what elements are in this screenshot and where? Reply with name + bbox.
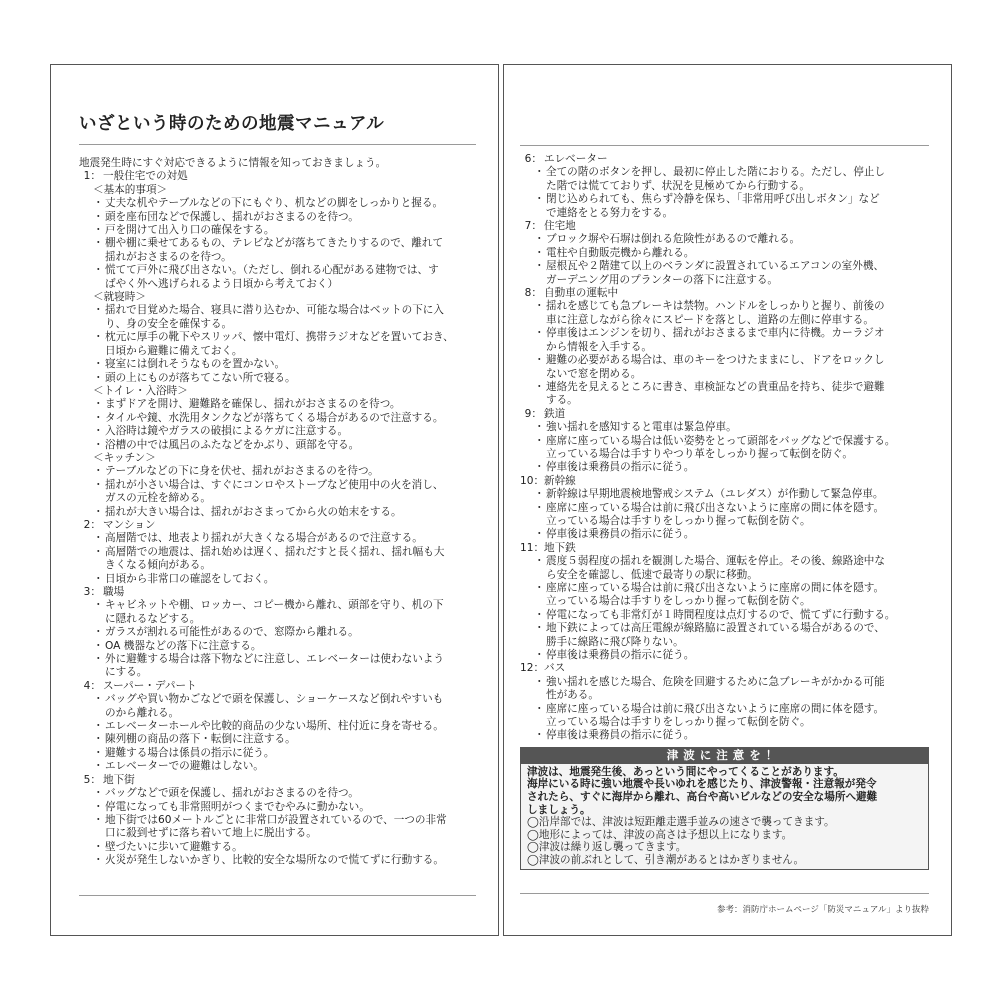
tsunami-body: [520, 764, 929, 870]
list-item: [79, 747, 476, 760]
list-item: [79, 733, 476, 746]
section-name: 地下鉄: [544, 541, 576, 554]
bullet-mark: ・: [93, 398, 104, 411]
list-item: [79, 425, 476, 438]
list-item-continuation: 揺れがおさまるのを待つ。: [105, 250, 232, 263]
list-item: [79, 237, 476, 250]
bullet-mark: ・: [93, 733, 104, 746]
section-name: バス: [544, 662, 566, 675]
section-heading: [79, 586, 476, 599]
list-item: [79, 224, 476, 237]
section-number: 2：: [83, 518, 101, 531]
right-page: [503, 64, 952, 936]
right-bottom-rule: [520, 893, 929, 894]
list-item-text: 閉じ込められても、焦らず冷静を保ち、「非常用呼び出しボタン」など: [546, 193, 880, 206]
list-item: [520, 260, 929, 273]
list-item: [79, 841, 476, 854]
tsunami-heading: 津波に注意を！: [520, 747, 929, 764]
section-heading: [520, 153, 929, 166]
bullet-mark: ・: [93, 264, 104, 277]
list-item-text: 連絡先を見えるところに書き、車検証などの貴重品を持ち、徒歩で避難: [546, 380, 885, 393]
bullet-mark: ・: [534, 461, 545, 474]
list-item-text: 屋根瓦や２階建て以上のベランダに設置されているエアコンの室外機、: [546, 260, 885, 273]
bullet-mark: ・: [93, 237, 104, 250]
list-item-text: 火災が発生しないかぎり、比較的安全な場所なので慌てずに行動する。: [105, 854, 444, 867]
list-item-text: 揺れが小さい場合は、すぐにコンロやストーブなど使用中の火を消し、: [105, 478, 444, 491]
section-number: 11：: [520, 541, 545, 554]
bullet-mark: ・: [93, 787, 104, 800]
list-item: [520, 166, 929, 179]
list-item: [79, 626, 476, 639]
section-name: エレベーター: [544, 153, 608, 165]
list-item-continuation: 性がある。: [546, 689, 599, 702]
bullet-mark: ・: [534, 233, 545, 246]
list-item-text: 座席に座っている場合は前に飛び出さないように座席の間に体を隠す。: [546, 582, 885, 594]
bullet-mark: ・: [534, 649, 545, 662]
section-name: 自動車の運転中: [544, 287, 619, 300]
list-item: [520, 528, 929, 541]
list-item-continuation: 立っている場合は手すりをしっかり握って転倒を防ぐ。: [546, 595, 811, 608]
bullet-mark: ・: [93, 854, 104, 867]
bullet-mark: ・: [93, 545, 104, 558]
list-item-text: エレベーターホールや比較的商品の少ない場所、柱付近に身を寄せる。: [105, 720, 444, 733]
list-item: [520, 622, 929, 635]
list-item-text: 停車後は乗務員の指示に従う。: [546, 461, 695, 474]
list-item-continuation: ら安全を確認し、低速で最寄りの駅に移動。: [546, 568, 758, 581]
list-item-text: 新幹線は早期地震検地警戒システム（ユレダス）が作動して緊急停車。: [546, 488, 884, 501]
left-section-list: [79, 170, 476, 867]
bullet-mark: ・: [534, 327, 545, 340]
list-item: [79, 479, 476, 492]
list-item: [79, 532, 476, 545]
list-item-text: 壁づたいに歩いて避難する。: [105, 840, 243, 853]
list-item-text: まずドアを開け、避難路を確保し、揺れがおさまるのを待つ。: [105, 398, 401, 411]
list-item: [79, 304, 476, 317]
list-item: [520, 247, 929, 260]
list-item-text: 浴槽の中では風呂のふたなどをかぶり、頭部を守る。: [105, 438, 360, 451]
bullet-mark: ・: [93, 371, 104, 384]
list-item-continuation: ガーデニング用のプランターの落下に注意する。: [546, 273, 779, 286]
list-item: [79, 211, 476, 224]
list-item: [520, 381, 929, 394]
section-name: 住宅地: [544, 220, 576, 233]
section-heading: [520, 287, 929, 300]
list-item-continuation: 立っている場合は手すりやつり革をしっかり握って転倒を防ぐ。: [546, 447, 854, 460]
list-item-text: 座席に座っている場合は前に飛び出さないように座席の間に体を隠す。: [546, 702, 885, 715]
list-item: [79, 358, 476, 371]
list-item-continuation: 口に殺到せずに落ち着いて地上に脱出する。: [105, 827, 317, 840]
list-item: [79, 854, 476, 867]
bullet-mark: ・: [93, 425, 104, 438]
section-number: 1：: [83, 170, 101, 183]
list-item-text: 枕元に厚手の靴下やスリッパ、懐中電灯、携帯ラジオなどを置いておき、: [105, 331, 454, 344]
list-item-continuation: にする。: [105, 666, 148, 679]
bullet-mark: ・: [534, 582, 545, 594]
section-number: 8：: [524, 287, 542, 300]
list-item: [520, 649, 929, 662]
list-item-text: 停車後は乗務員の指示に従う。: [546, 649, 695, 662]
section-number: 7：: [524, 220, 542, 233]
bullet-mark: ・: [93, 693, 104, 706]
section-number: 4：: [83, 679, 101, 692]
list-item-text: 入浴時は鏡やガラスの破損によるケガに注意する。: [105, 425, 349, 438]
list-item-text: 丈夫な机やテーブルなどの下にもぐり、机などの脚をしっかりと握る。: [105, 197, 444, 210]
bullet-mark: ・: [93, 478, 104, 491]
right-section-list: [520, 153, 929, 743]
list-item: [520, 461, 929, 474]
list-item-text: 避難の必要がある場合は、車のキーをつけたままにし、ドアをロックし: [546, 354, 885, 367]
list-item: [520, 421, 929, 434]
subsection-heading: ＜キッチン＞: [93, 451, 156, 464]
list-item-text: 停車後は乗務員の指示に従う。: [546, 729, 695, 742]
list-item-continuation: 勝手に線路に飛び降りない。: [546, 635, 684, 648]
page-title: いざという時のための地震マニュアル: [79, 113, 476, 145]
bullet-mark: ・: [534, 702, 545, 715]
bullet-mark: ・: [93, 532, 104, 545]
bullet-mark: ・: [534, 488, 545, 501]
list-item-text: 震度５弱程度の揺れを観測した場合、運転を停止。その後、線路途中な: [546, 555, 885, 568]
list-item: [79, 599, 476, 612]
tsunami-warning-line: しましょう。: [527, 803, 591, 816]
bullet-mark: ・: [534, 246, 545, 259]
list-item: [79, 506, 476, 519]
list-item-continuation: 立っている場合は手すりをしっかり握って転倒を防ぐ。: [546, 716, 811, 729]
list-item: [79, 546, 476, 559]
list-item: [520, 729, 929, 742]
list-item: [520, 502, 929, 515]
list-item-continuation: 車に注意しながら徐々にスピードを落とし、道路の左側に停車する。: [546, 313, 874, 326]
list-item: [79, 573, 476, 586]
bullet-mark: ・: [93, 720, 104, 733]
bullet-mark: ・: [534, 354, 545, 367]
list-item: [79, 787, 476, 800]
bullet-mark: ・: [534, 166, 545, 179]
list-item-text: 停車後はエンジンを切り、揺れがおさまるまで車内に待機。カーラジオ: [546, 327, 885, 340]
list-item-continuation: ばやく外へ逃げられるよう日頃から考えておく）: [105, 277, 339, 290]
tsunami-warning-line: されたら、すぐに海岸から離れ、高台や高いビルなどの安全な場所へ避難: [527, 791, 878, 804]
bullet-mark: ・: [93, 639, 104, 652]
list-item: [520, 193, 929, 206]
list-item-text: 地下鉄によっては高圧電線が線路脇に設置されている場合があるので、: [546, 622, 885, 635]
list-item-text: 外に避難する場合は落下物などに注意し、エレベーターは使わないよう: [105, 653, 444, 666]
list-item-text: 停電になっても非常照明がつくまでむやみに動かない。: [105, 800, 370, 813]
section-heading: [79, 774, 476, 787]
bullet-mark: ・: [93, 411, 104, 424]
section-name: 鉄道: [544, 407, 566, 420]
left-bottom-rule: [79, 895, 476, 896]
section-number: 5：: [83, 773, 101, 786]
section-name: スーパー・デパート: [103, 679, 197, 692]
list-item-continuation: ガスの元栓を締める。: [105, 492, 211, 505]
bullet-mark: ・: [93, 358, 104, 371]
list-item: [79, 372, 476, 385]
list-item: [520, 233, 929, 246]
right-page-content: [520, 153, 929, 870]
list-item: [520, 354, 929, 367]
source-note: 参考：消防庁ホームページ「防災マニュアル」より抜粋: [717, 905, 929, 915]
list-item: [79, 801, 476, 814]
list-item-continuation: に隠れるなどする。: [105, 612, 201, 625]
list-item-text: 高層階での地震は、揺れ始めは遅く、揺れだすと長く揺れ、揺れ幅も大: [105, 545, 445, 558]
section-number: 3：: [83, 586, 101, 598]
subsection-heading: ＜基本的事項＞: [93, 183, 168, 196]
bullet-mark: ・: [93, 465, 104, 478]
list-item-text: 地下街では60メートルごとに非常口が設置されているので、一つの非常: [105, 813, 447, 826]
list-item-continuation: ないで窓を閉める。: [546, 367, 642, 380]
list-item: [79, 760, 476, 773]
list-item-text: OA 機器などの落下に注意する。: [105, 639, 262, 652]
list-item-text: 頭を座布団などで保護し、揺れがおさまるのを待つ。: [105, 210, 359, 223]
bullet-mark: ・: [93, 210, 104, 223]
section-name: マンション: [103, 518, 156, 531]
list-item-text: 座席に座っている場合は前に飛び出さないように座席の間に体を隠す。: [546, 501, 885, 514]
list-item-text: バッグや買い物かごなどで頭を保護し、ショーケースなど倒れやすいも: [105, 693, 444, 706]
list-item-text: バッグなどで頭を保護し、揺れがおさまるのを待つ。: [105, 787, 359, 800]
bullet-mark: ・: [534, 501, 545, 514]
list-item: [79, 412, 476, 425]
tsunami-warning-line: 津波は、地震発生後、あっという間にやってくることがあります。: [527, 765, 844, 778]
list-item-text: ブロック塀や石塀は倒れる危険性があるので離れる。: [546, 233, 801, 246]
list-item-text: 避難する場合は係員の指示に従う。: [105, 746, 275, 759]
bullet-mark: ・: [534, 528, 545, 541]
tsunami-warning-line: 海岸にいる時に強い地震や長いゆれを感じたり、津波警報・注意報が発令: [527, 778, 877, 791]
bullet-mark: ・: [534, 675, 545, 688]
right-top-rule: [520, 145, 929, 146]
bullet-mark: ・: [93, 653, 104, 666]
list-item: [79, 465, 476, 478]
tsunami-point: ◯沿岸部では、津波は短距離走選手並みの速さで襲ってきます。: [527, 816, 835, 829]
list-item-text: 停電になっても非常灯が１時間程度は点灯するので、慌てずに行動する。: [546, 608, 896, 621]
bullet-mark: ・: [534, 193, 545, 206]
list-item: [79, 331, 476, 344]
list-item-text: 強い揺れを感知すると電車は緊急停車。: [546, 421, 737, 434]
bullet-mark: ・: [534, 421, 545, 434]
list-item: [79, 439, 476, 452]
list-item-text: 日頃から非常口の確認をしておく。: [105, 572, 275, 585]
list-item-continuation: から情報を入手する。: [546, 340, 652, 353]
list-item-text: 揺れを感じても急ブレーキは禁物。ハンドルをしっかりと握り、前後の: [546, 300, 885, 313]
list-item-text: 陳列棚の商品の落下・転倒に注意する。: [105, 733, 296, 746]
bullet-mark: ・: [93, 840, 104, 853]
subsection-heading: ＜就寝時＞: [93, 291, 146, 304]
list-item: [520, 488, 929, 501]
list-item-continuation: 立っている場合は手すりをしっかり握って転倒を防ぐ。: [546, 514, 811, 527]
bullet-mark: ・: [93, 438, 104, 451]
list-item: [520, 582, 929, 595]
intro-text: 地震発生時にすぐ対応できるように情報を知っておきましょう。: [79, 157, 387, 169]
bullet-mark: ・: [93, 813, 104, 826]
list-item: [520, 327, 929, 340]
list-item-continuation: た階では慌てておりず、状況を見極めてから行動する。: [546, 179, 810, 192]
bullet-mark: ・: [534, 622, 545, 635]
list-item-text: 頭の上にものが落ちてこない所で寝る。: [105, 371, 296, 384]
list-item: [520, 435, 929, 448]
bullet-mark: ・: [93, 197, 104, 210]
section-number: 10：: [520, 474, 545, 487]
list-item-text: 座席に座っている場合は低い姿勢をとって頭部をバッグなどで保護する。: [546, 434, 896, 447]
list-item: [79, 398, 476, 411]
bullet-mark: ・: [93, 746, 104, 759]
section-heading: [79, 519, 476, 532]
section-number: 6：: [524, 153, 542, 165]
list-item: [79, 640, 476, 653]
list-item: [520, 555, 929, 568]
bullet-mark: ・: [93, 304, 104, 317]
bullet-mark: ・: [534, 608, 545, 621]
section-heading: [520, 475, 929, 488]
list-item: [520, 609, 929, 622]
section-name: 地下街: [103, 773, 135, 786]
subsection-heading: ＜トイレ・入浴時＞: [93, 384, 188, 397]
list-item-text: 停車後は乗務員の指示に従う。: [546, 528, 695, 541]
section-heading: [79, 680, 476, 693]
bullet-mark: ・: [93, 505, 104, 518]
bullet-mark: ・: [93, 760, 104, 773]
list-item: [79, 264, 476, 277]
list-item-text: 寝室には倒れそうなものを置かない。: [105, 358, 286, 371]
list-item-text: タイルや鏡、水洗用タンクなどが落ちてくる場合があるので注意する。: [105, 411, 444, 424]
list-item-continuation: のから離れる。: [105, 706, 180, 719]
list-item-continuation: 日頃から避難に備えておく。: [105, 344, 243, 357]
section-name: 一般住宅での対処: [103, 170, 188, 183]
list-item-continuation: で連絡をとる努力をする。: [546, 206, 674, 219]
list-item: [79, 197, 476, 210]
list-item-text: 揺れが大きい場合は、揺れがおさまってから火の始末をする。: [105, 505, 402, 518]
list-item-text: テーブルなどの下に身を伏せ、揺れがおさまるのを待つ。: [105, 465, 379, 478]
tsunami-point: ◯津波の前ぶれとして、引き潮があるとはかぎりません。: [527, 854, 805, 867]
section-number: 12：: [520, 662, 545, 675]
list-item-text: 戸を開けて出入り口の確保をする。: [105, 224, 275, 237]
tsunami-notice-box: [520, 747, 929, 870]
list-item: [79, 720, 476, 733]
list-item-text: ガラスが割れる可能性があるので、窓際から離れる。: [105, 626, 359, 639]
list-item-text: 強い揺れを感じた場合、危険を回避するために急ブレーキがかかる可能: [546, 675, 885, 688]
bullet-mark: ・: [534, 434, 545, 447]
bullet-mark: ・: [534, 300, 545, 313]
tsunami-point: ◯地形によっては、津波の高さは予想以上になります。: [527, 828, 793, 841]
list-item: [520, 703, 929, 716]
left-page: [50, 64, 499, 936]
section-number: 9：: [524, 407, 542, 420]
section-name: 新幹線: [544, 474, 576, 487]
list-item: [79, 653, 476, 666]
left-page-content: [79, 113, 476, 868]
section-heading: [520, 662, 929, 675]
list-item-text: エレベーターでの避難はしない。: [105, 760, 264, 773]
list-item: [79, 693, 476, 706]
bullet-mark: ・: [534, 260, 545, 273]
list-item-text: 全ての階のボタンを押し、最初に停止した階におりる。ただし、停止し: [546, 166, 885, 179]
section-heading: [520, 542, 929, 555]
list-item-continuation: り、身の安全を確保する。: [105, 317, 233, 330]
list-item: [79, 814, 476, 827]
list-item-text: 棚や棚に乗せてあるもの、テレビなどが落ちてきたりするので、離れて: [105, 237, 444, 250]
bullet-mark: ・: [93, 626, 104, 639]
list-item: [520, 300, 929, 313]
list-item-text: 高層階では、地表より揺れが大きくなる場合があるので注意する。: [105, 532, 423, 545]
list-item-continuation: きくなる傾向がある。: [105, 559, 211, 572]
bullet-mark: ・: [93, 599, 104, 612]
section-heading: [520, 220, 929, 233]
section-name: 職場: [103, 586, 125, 598]
list-item-text: 慌てて戸外に飛び出さない。（ただし、倒れる心配がある建物では、す: [105, 264, 439, 277]
bullet-mark: ・: [534, 555, 545, 568]
list-item: [520, 676, 929, 689]
section-heading: [79, 170, 476, 183]
tsunami-point: ◯津波は繰り返し襲ってきます。: [527, 841, 687, 854]
list-item-text: 電柱や自動販売機から離れる。: [546, 246, 695, 259]
list-item-text: キャビネットや棚、ロッカー、コピー機から離れ、頭部を守り、机の下: [105, 599, 444, 612]
bullet-mark: ・: [93, 800, 104, 813]
bullet-mark: ・: [93, 224, 104, 237]
list-item-text: 揺れで目覚めた場合、寝具に潜り込むか、可能な場合はベットの下に入: [105, 304, 444, 317]
bullet-mark: ・: [534, 380, 545, 393]
bullet-mark: ・: [93, 572, 104, 585]
bullet-mark: ・: [93, 331, 104, 344]
bullet-mark: ・: [534, 729, 545, 742]
list-item-continuation: する。: [546, 394, 578, 407]
section-heading: [520, 408, 929, 421]
